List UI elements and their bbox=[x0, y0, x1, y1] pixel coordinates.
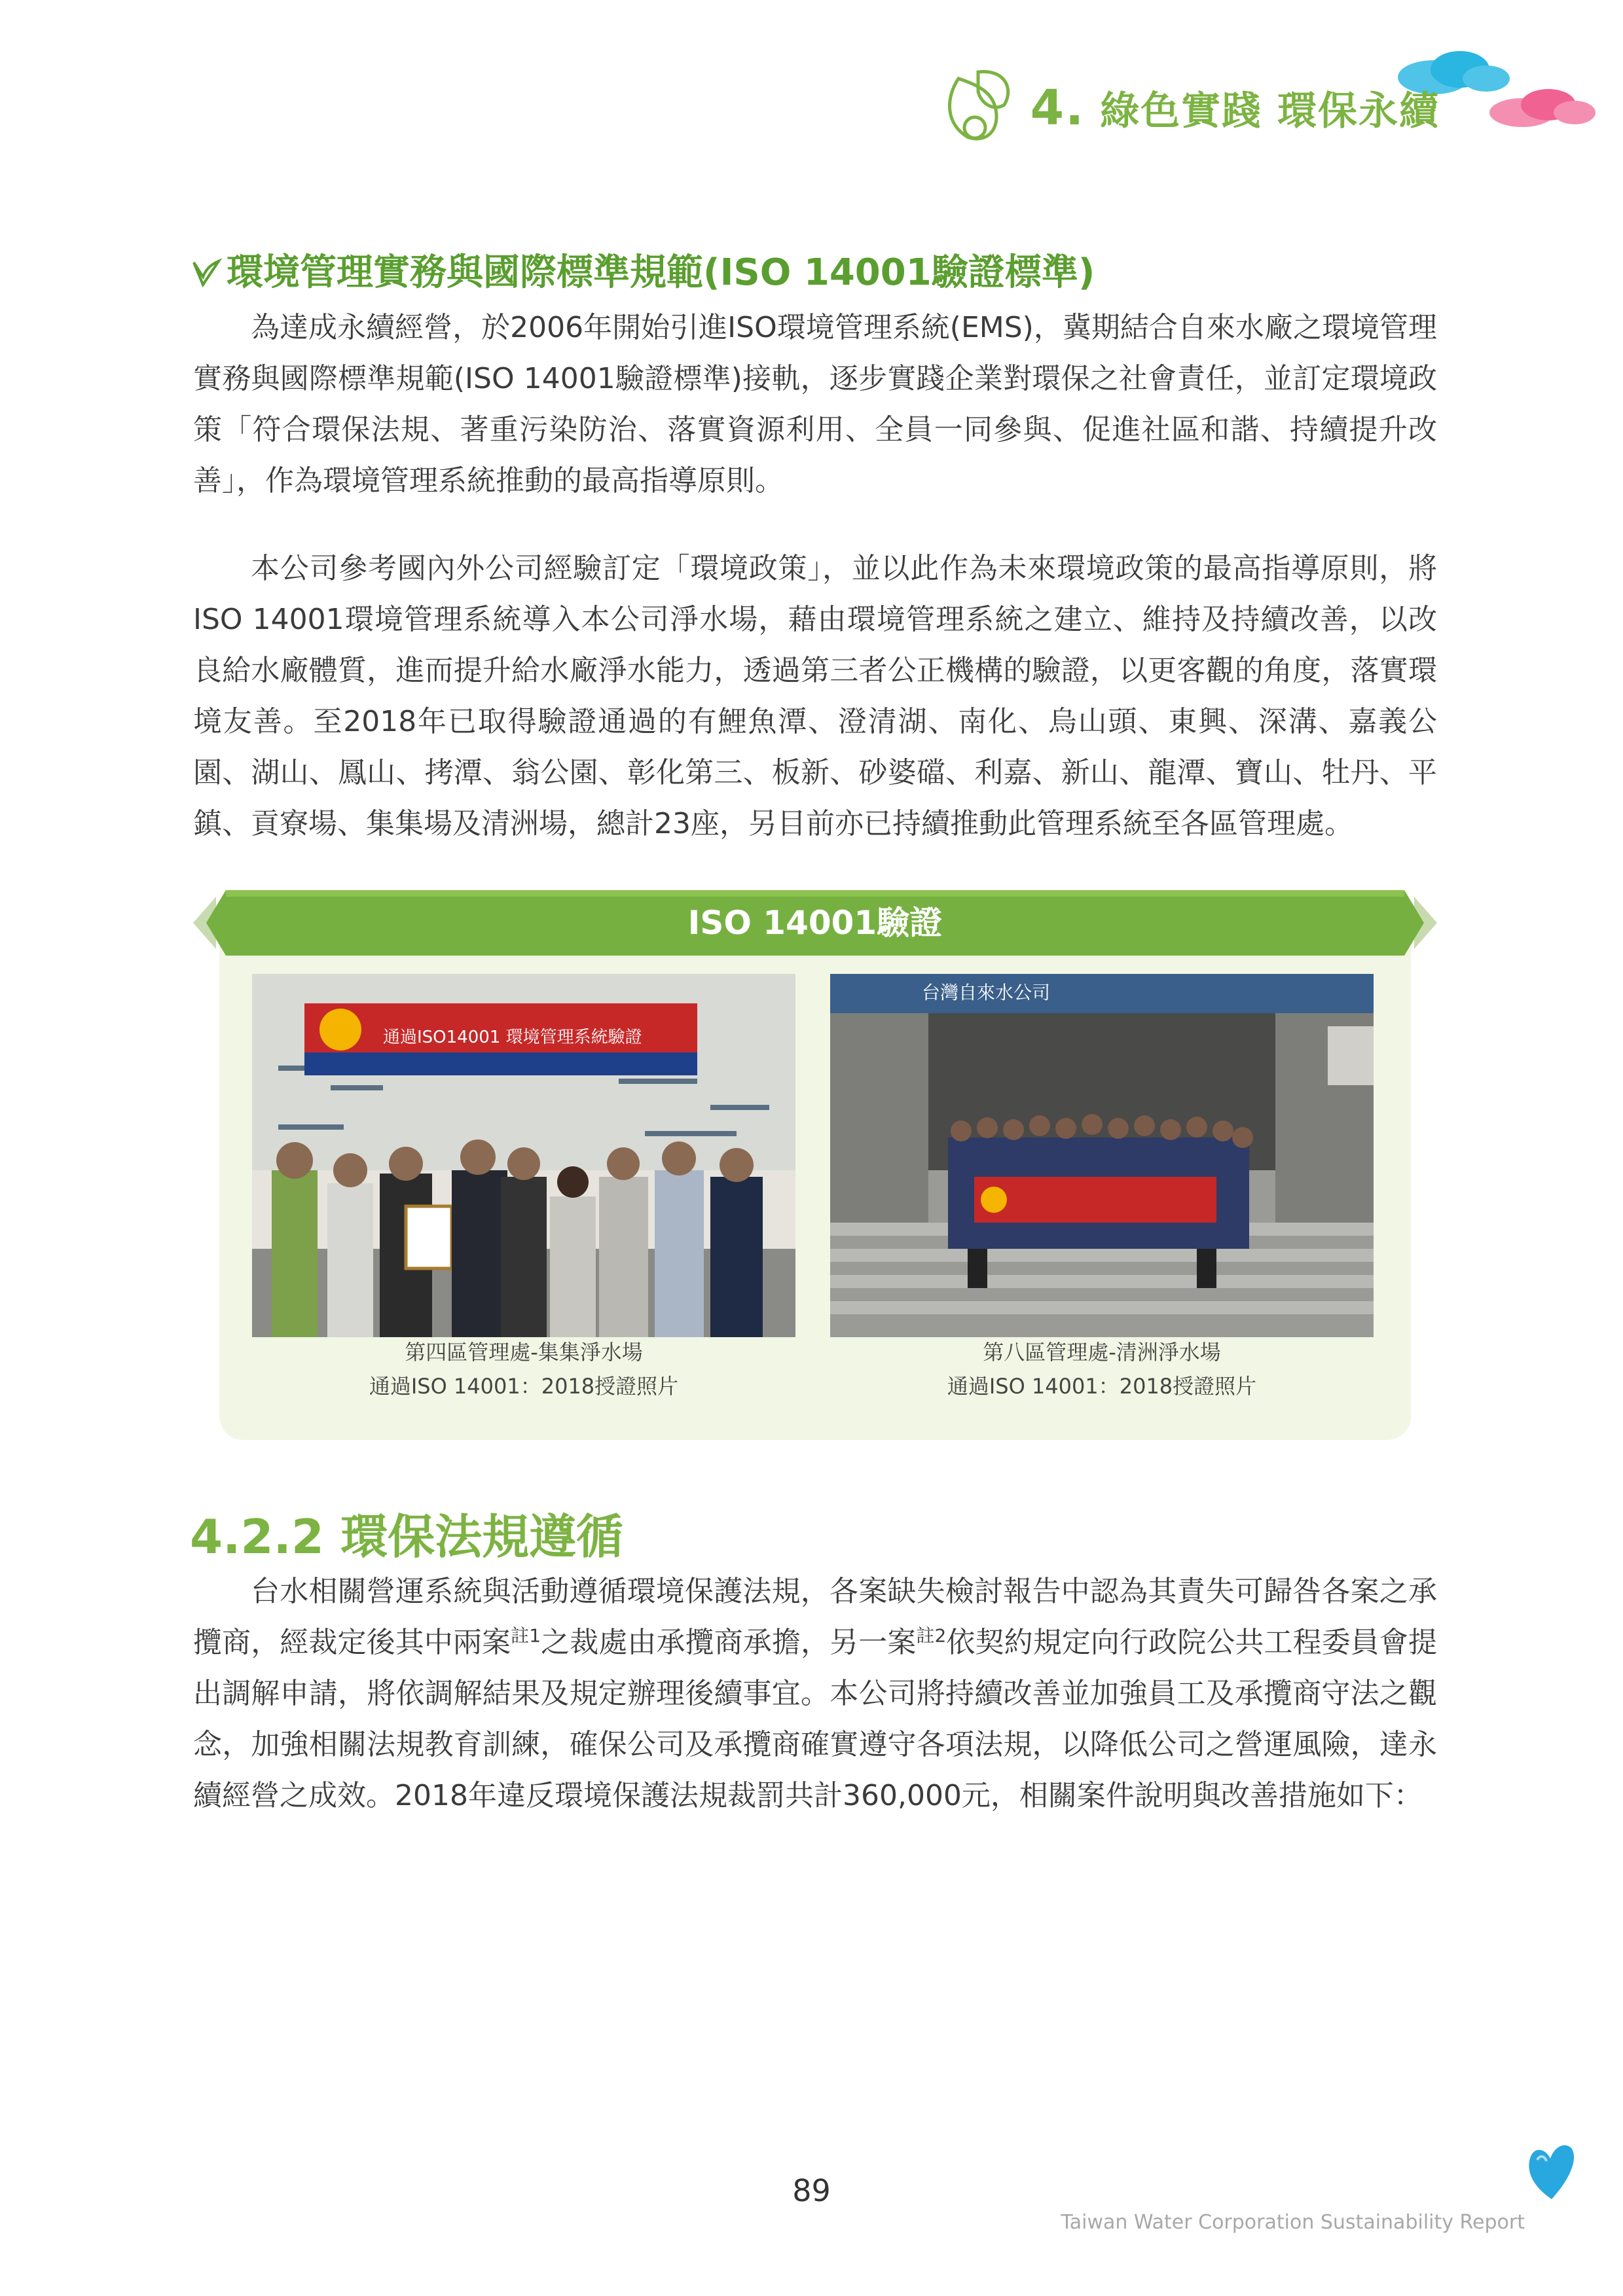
caption-photo2-line2: 通過ISO 14001：2018授證照片 bbox=[947, 1374, 1257, 1399]
footnote-ref-1: 註1 bbox=[511, 1624, 541, 1647]
report-name: Taiwan Water Corporation Sustainability Report bbox=[1061, 2211, 1525, 2234]
pink-cloud-icon bbox=[1486, 85, 1597, 131]
caption-photo1-line2: 通過ISO 14001：2018授證照片 bbox=[369, 1374, 679, 1399]
photo-qingzhou-group bbox=[830, 974, 1374, 1337]
caption-photo1 bbox=[249, 1335, 799, 1403]
paragraph-ems-intro: 為達成永續經營，於2006年開始引進ISO環境管理系統(EMS)，冀期結合自來水廠之環境管理實務與國際標準規範(ISO 14001驗證標準)接軌，逐步實踐企業對環保之社會責任，並訂定環境政策「符合環保法規、著重污染防治、落實資源利用、全員一同參與、促進社區和諧、持續提升改善」，作為環境管理系統推動的最高指導原則。 bbox=[193, 311, 1437, 497]
caption-photo2-line1: 第八區管理處-清洲淨水場 bbox=[983, 1340, 1221, 1365]
paragraph-law-compliance: 台水相關營運系統與活動遵循環境保護法規，各案缺失檢討報告中認為其責失可歸咎各案之承攬商，經裁定後其中兩案$^{註1}$之裁處由承攬商承擔，另一案$^{註2}$依契約規定向行政院公共工程委員會提出調解申請，將依調解結果及規定辦理後續事宜。本公司將持續改善並加強員工及承攬商守法之觀念，加強相關法規教育訓練，確保公司及承攬商確實遵守各項法規，以降低公司之營運風險，達永續經營之成效。2018年違反環境保護法規裁罰共計360,000元，相關案件說明與改善措施如下： bbox=[193, 1575, 1438, 1812]
page-number: 89 bbox=[792, 2173, 831, 2208]
footnote-ref-2: 註2 bbox=[916, 1624, 947, 1647]
caption-photo1-line1: 第四區管理處-集集淨水場 bbox=[405, 1340, 643, 1365]
banner-text-photo1: 通過ISO14001 環境管理系統驗證 bbox=[383, 1028, 642, 1047]
water-drop-heart-icon bbox=[1525, 2140, 1578, 2202]
iso-banner-label: ISO 14001驗證 bbox=[687, 904, 943, 942]
paragraph-env-policy: 本公司參考國內外公司經驗訂定「環境政策」，並以此作為未來環境政策的最高指導原則，將ISO 14001環境管理系統導入本公司淨水場，藉由環境管理系統之建立、維持及持續改善，以改良給水廠體質，進而提升給水廠淨水能力，透過第三者公正機構的驗證，以更客觀的角度，落實環境友善。至2018年已取得驗證通過的有鯉魚潭、澄清湖、南化、烏山頭、東興、深溝、嘉義公園、湖山、鳳山、拷潭、翁公園、彰化第三、板新、砂婆礑、利嘉、新山、龍潭、寶山、牡丹、平鎮、貢寮場、集集場及清洲場，總計23座，另目前亦已持續推動此管理系統至各區管理處。 bbox=[193, 552, 1437, 840]
section-heading-422: 4.2.2 環保法規遵循 bbox=[190, 1509, 624, 1564]
caption-photo2 bbox=[827, 1335, 1377, 1403]
sign-text-photo2: 台灣自來水公司 bbox=[922, 982, 1051, 1003]
photo-jiji-ceremony bbox=[252, 974, 795, 1337]
leaf-bullet-icon bbox=[190, 256, 223, 289]
leaf-drop-icon bbox=[939, 65, 1017, 151]
chapter-header bbox=[939, 59, 1440, 157]
section-heading-iso: 環境管理實務與國際標準規範(ISO 14001驗證標準) bbox=[190, 243, 1095, 296]
chapter-title: 4. 綠色實踐 環保永續 bbox=[1030, 80, 1440, 136]
